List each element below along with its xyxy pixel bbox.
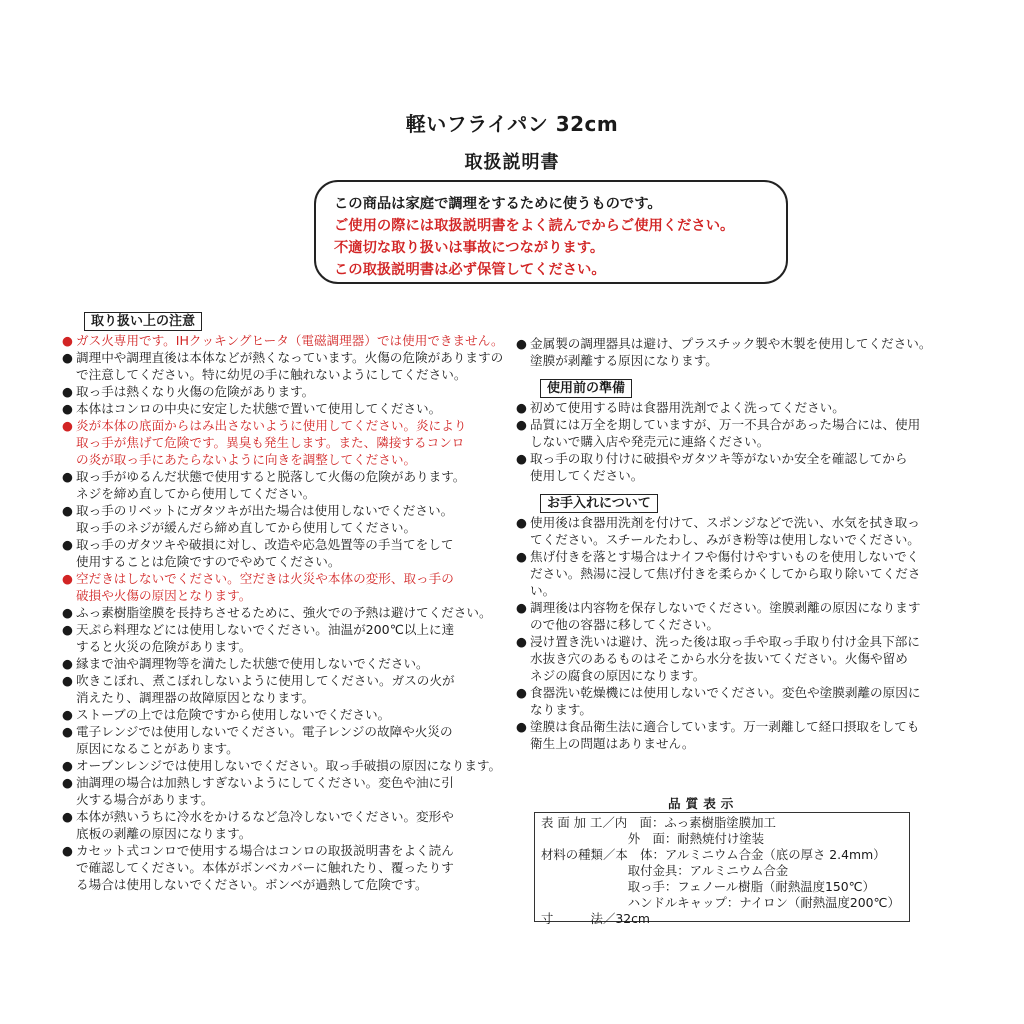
- list-item-line: [62, 842, 512, 859]
- list-item-line: [62, 791, 512, 808]
- list-item-line: [62, 587, 512, 604]
- intro-line: 不適切な取り扱いは事故につながります。: [334, 240, 605, 256]
- intro-line: この商品は家庭で調理をするために使うものです。: [334, 196, 662, 212]
- list-item: [62, 604, 512, 621]
- bullet-icon: ●: [62, 401, 73, 416]
- list-item-line: [62, 434, 512, 451]
- list-item-text: 電子レンジでは使用しないでください。電子レンジの故障や火災の: [76, 724, 453, 739]
- list-item-text: 使用してください。: [530, 468, 644, 483]
- bullet-icon: ●: [62, 503, 73, 518]
- quality-line: 外 面：耐熱焼付け塗装: [541, 831, 765, 846]
- bullet-icon: ●: [62, 775, 73, 790]
- bullet-icon: ●: [516, 515, 527, 530]
- list-item: [516, 335, 968, 369]
- list-item: [62, 536, 512, 570]
- intro-line: ご使用の際には取扱説明書をよく読んでからご使用ください。: [334, 218, 735, 234]
- list-item-line: [62, 400, 512, 417]
- list-item: [62, 383, 512, 400]
- list-item-line: [62, 519, 512, 536]
- list-item-line: [62, 366, 512, 383]
- quality-line: 寸 法／32cm: [541, 911, 650, 926]
- bullet-icon: ●: [62, 622, 73, 637]
- list-item-line: [516, 684, 968, 701]
- list-item: [62, 842, 512, 893]
- list-item-line: [62, 740, 512, 757]
- right-column: [516, 335, 968, 752]
- list-item-text: 火する場合があります。: [76, 792, 214, 807]
- list-item-line: [516, 531, 968, 548]
- list-item: [62, 655, 512, 672]
- quality-line: 取っ手：フェノール樹脂（耐熱温度150℃）: [541, 879, 875, 894]
- list-item-text: カセット式コンロで使用する場合はコンロの取扱説明書をよく読ん: [76, 843, 454, 858]
- list-item-text: の炎が取っ手にあたらないように向きを調整してください。: [76, 452, 417, 467]
- list-item-line: [62, 655, 512, 672]
- list-item-line: [516, 650, 968, 667]
- care-list: [516, 514, 968, 752]
- list-item-text: 消えたり、調理器の故障原因となります。: [76, 690, 315, 705]
- list-item: [516, 514, 968, 548]
- list-item-text: 取っ手の取り付けに破損やガタツキ等がないか安全を確認してから: [530, 451, 908, 466]
- intro-notice-box: [314, 180, 788, 284]
- list-item: [62, 417, 512, 468]
- list-item: [62, 808, 512, 842]
- handling-list: [62, 332, 512, 893]
- quality-line: ハンドルキャップ：ナイロン（耐熱温度200℃）: [541, 895, 900, 910]
- list-item-text: 空だきはしないでください。空だきは火災や本体の変形、取っ手の: [76, 571, 454, 586]
- list-item-text: 浸け置き洗いは避け、洗った後は取っ手や取っ手取り付け金具下部に: [530, 634, 920, 649]
- list-item-line: [516, 416, 968, 433]
- bullet-icon: ●: [62, 537, 73, 552]
- quality-table: [534, 812, 910, 926]
- list-item: [62, 723, 512, 757]
- list-item-text: オーブンレンジでは使用しないでください。取っ手破損の原因になります。: [76, 758, 502, 773]
- list-item-text: い。: [530, 583, 556, 598]
- list-item-line: [516, 450, 968, 467]
- list-item-line: [62, 621, 512, 638]
- bullet-icon: ●: [516, 685, 527, 700]
- left-column: [62, 312, 512, 893]
- list-item-line: [62, 536, 512, 553]
- list-item: [62, 349, 512, 383]
- list-item-text: 初めて使用する時は食器用洗剤でよく洗ってください。: [530, 400, 845, 415]
- list-item-text: 縁まで油や調理物等を満たした状態で使用しないでください。: [76, 656, 429, 671]
- list-item-text: 取っ手がゆるんだ状態で使用すると脱落して火傷の危険があります。: [76, 469, 466, 484]
- list-item-text: ので他の容器に移してください。: [530, 617, 719, 632]
- list-item: [62, 400, 512, 417]
- list-item-text: 使用後は食器用洗剤を付けて、スポンジなどで洗い、水気を拭き取っ: [530, 515, 920, 530]
- list-item-text: 使用することは危険ですのでやめてください。: [76, 554, 341, 569]
- list-item-text: ガス火専用です。IHクッキングヒータ（電磁調理器）では使用できません。: [76, 333, 504, 348]
- list-item-line: [516, 335, 968, 352]
- list-item-line: [516, 633, 968, 650]
- bullet-icon: ●: [516, 634, 527, 649]
- list-item-text: 取っ手のリベットにガタツキが出た場合は使用しないでください。: [76, 503, 454, 518]
- list-item-line: [62, 604, 512, 621]
- bullet-icon: ●: [516, 400, 527, 415]
- list-item-text: 塗膜は食品衛生法に適合しています。万一剥離して経口摂取をしても: [530, 719, 920, 734]
- list-item-line: [62, 859, 512, 876]
- list-item-text: 取っ手が焦げて危険です。異臭も発生します。また、隣接するコンロ: [76, 435, 465, 450]
- list-item-line: [516, 467, 968, 484]
- list-item: [62, 570, 512, 604]
- bullet-icon: ●: [516, 719, 527, 734]
- list-item-line: [62, 876, 512, 893]
- list-item-line: [62, 468, 512, 485]
- list-item-text: 破損や火傷の原因となります。: [76, 588, 252, 603]
- bullet-icon: ●: [516, 600, 527, 615]
- list-item-text: ふっ素樹脂塗膜を長持ちさせるために、強火での予熱は避けてください。: [76, 605, 492, 620]
- list-item-line: [62, 825, 512, 842]
- list-item-line: [516, 399, 968, 416]
- list-item-text: 調理中や調理直後は本体などが熱くなっています。火傷の危険がありますの: [76, 350, 504, 365]
- list-item-line: [516, 548, 968, 565]
- before-use-list: [516, 399, 968, 484]
- bullet-icon: ●: [62, 656, 73, 671]
- list-item-text: 吹きこぼれ、煮こぼれしないように使用してください。ガスの火が: [76, 673, 455, 688]
- list-item-text: なります。: [530, 702, 592, 717]
- list-item-text: 取っ手は熱くなり火傷の危険があります。: [76, 384, 315, 399]
- list-item-line: [62, 808, 512, 825]
- bullet-icon: ●: [516, 336, 527, 351]
- section-label-handling: 取り扱い上の注意: [84, 312, 202, 331]
- list-item-text: 焦げ付きを落とす場合はナイフや傷付けやすいものを使用しないでく: [530, 549, 920, 564]
- list-item-text: ネジを締め直してから使用してください。: [76, 486, 316, 501]
- list-item-line: [62, 451, 512, 468]
- list-item: [516, 548, 968, 599]
- bullet-icon: ●: [62, 758, 73, 773]
- list-item-line: [62, 757, 512, 774]
- list-item-text: 天ぷら料理などには使用しないでください。油温が200℃以上に達: [76, 622, 455, 637]
- list-item: [516, 633, 968, 684]
- right-top-list: [516, 335, 968, 369]
- list-item: [62, 774, 512, 808]
- list-item-line: [516, 616, 968, 633]
- list-item-line: [516, 565, 968, 582]
- bullet-icon: ●: [62, 469, 73, 484]
- bullet-icon: ●: [62, 418, 73, 433]
- bullet-icon: ●: [516, 451, 527, 466]
- bullet-icon: ●: [62, 809, 73, 824]
- list-item-text: ネジの腐食の原因になります。: [530, 668, 706, 683]
- list-item-line: [62, 553, 512, 570]
- list-item-line: [516, 352, 968, 369]
- list-item-line: [62, 502, 512, 519]
- list-item-line: [516, 433, 968, 450]
- list-item: [62, 757, 512, 774]
- list-item-text: 調理後は内容物を保存しないでください。塗膜剥離の原因になります: [530, 600, 921, 615]
- list-item-text: 炎が本体の底面からはみ出さないように使用してください。炎により: [76, 418, 467, 433]
- list-item-line: [516, 718, 968, 735]
- list-item-line: [62, 706, 512, 723]
- bullet-icon: ●: [62, 605, 73, 620]
- list-item-line: [516, 667, 968, 684]
- quality-heading: 品質表示: [668, 796, 739, 811]
- quality-line: 取付金具：アルミニウム合金: [541, 863, 789, 878]
- list-item-text: 本体はコンロの中央に安定した状態で置いて使用してください。: [76, 401, 442, 416]
- list-item-line: [516, 599, 968, 616]
- bullet-icon: ●: [62, 707, 73, 722]
- list-item-line: [516, 582, 968, 599]
- list-item-text: 品質には万全を期していますが、万一不具合があった場合には、使用: [530, 417, 921, 432]
- list-item: [516, 684, 968, 718]
- list-item: [516, 718, 968, 752]
- list-item: [516, 599, 968, 633]
- bullet-icon: ●: [62, 384, 73, 399]
- list-item-line: [62, 672, 512, 689]
- list-item: [62, 672, 512, 706]
- section-label-before-use: 使用前の準備: [540, 379, 632, 398]
- list-item-text: で注意してください。特に幼児の手に触れないようにしてください。: [76, 367, 467, 382]
- list-item: [516, 399, 968, 416]
- list-item-text: 食器洗い乾燥機には使用しないでください。変色や塗膜剥離の原因に: [530, 685, 921, 700]
- list-item-text: てください。スチールたわし、みがき粉等は使用しないでください。: [530, 532, 920, 547]
- list-item-line: [516, 701, 968, 718]
- list-item-line: [62, 689, 512, 706]
- list-item-text: で確認してください。本体がボンベカバーに触れたり、覆ったりす: [76, 860, 454, 875]
- list-item-line: [62, 638, 512, 655]
- list-item-line: [62, 349, 512, 366]
- list-item-line: [516, 514, 968, 531]
- list-item-text: 取っ手のネジが緩んだら締め直してから使用してください。: [76, 520, 417, 535]
- list-item-line: [62, 723, 512, 740]
- quality-line: 表 面 加 工／内 面：ふっ素樹脂塗膜加工: [541, 815, 776, 830]
- list-item: [62, 502, 512, 536]
- list-item-text: 金属製の調理器具は避け、プラスチック製や木製を使用してください。: [530, 336, 932, 351]
- bullet-icon: ●: [62, 571, 73, 586]
- list-item: [62, 468, 512, 502]
- list-item-text: しないで購入店や発売元に連絡ください。: [530, 434, 770, 449]
- bullet-icon: ●: [62, 350, 73, 365]
- list-item: [62, 706, 512, 723]
- list-item-text: すると火災の危険があります。: [76, 639, 252, 654]
- bullet-icon: ●: [62, 843, 73, 858]
- bullet-icon: ●: [516, 417, 527, 432]
- bullet-icon: ●: [62, 333, 73, 348]
- list-item: [516, 450, 968, 484]
- section-label-care: お手入れについて: [540, 494, 658, 513]
- list-item-text: 塗膜が剥離する原因になります。: [530, 353, 718, 368]
- page-title: 軽いフライパン 32cm: [405, 112, 619, 136]
- list-item-text: る場合は使用しないでください。ボンベが過熱して危険です。: [76, 877, 428, 892]
- intro-line: この取扱説明書は必ず保管してください。: [334, 262, 606, 278]
- list-item: [62, 332, 512, 349]
- list-item-line: [62, 383, 512, 400]
- list-item-text: ださい。熱湯に浸して焦げ付きを柔らかくしてから取り除いてくださ: [530, 566, 921, 581]
- list-item-line: [62, 570, 512, 587]
- list-item-line: [62, 332, 512, 349]
- list-item-line: [516, 735, 968, 752]
- list-item-line: [62, 485, 512, 502]
- bullet-icon: ●: [516, 549, 527, 564]
- list-item-text: 油調理の場合は加熱しすぎないようにしてください。変色や油に引: [76, 775, 454, 790]
- list-item-text: 本体が熱いうちに冷水をかけるなど急冷しないでください。変形や: [76, 809, 454, 824]
- list-item-text: 衛生上の問題はありません。: [530, 736, 695, 751]
- bullet-icon: ●: [62, 724, 73, 739]
- list-item-line: [62, 774, 512, 791]
- list-item-text: 原因になることがあります。: [76, 741, 239, 756]
- page-subtitle: 取扱説明書: [464, 152, 560, 173]
- bullet-icon: ●: [62, 673, 73, 688]
- quality-line: 材料の種類／本 体：アルミニウム合金（底の厚さ 2.4mm）: [541, 847, 886, 862]
- list-item: [516, 416, 968, 450]
- list-item-line: [62, 417, 512, 434]
- list-item-text: 底板の剥離の原因になります。: [76, 826, 252, 841]
- list-item-text: 水抜き穴のあるものはそこから水分を抜いてください。火傷や留め: [530, 651, 908, 666]
- list-item: [62, 621, 512, 655]
- list-item-text: ストーブの上では危険ですから使用しないでください。: [76, 707, 391, 722]
- list-item-text: 取っ手のガタツキや破損に対し、改造や応急処置等の手当てをして: [76, 537, 454, 552]
